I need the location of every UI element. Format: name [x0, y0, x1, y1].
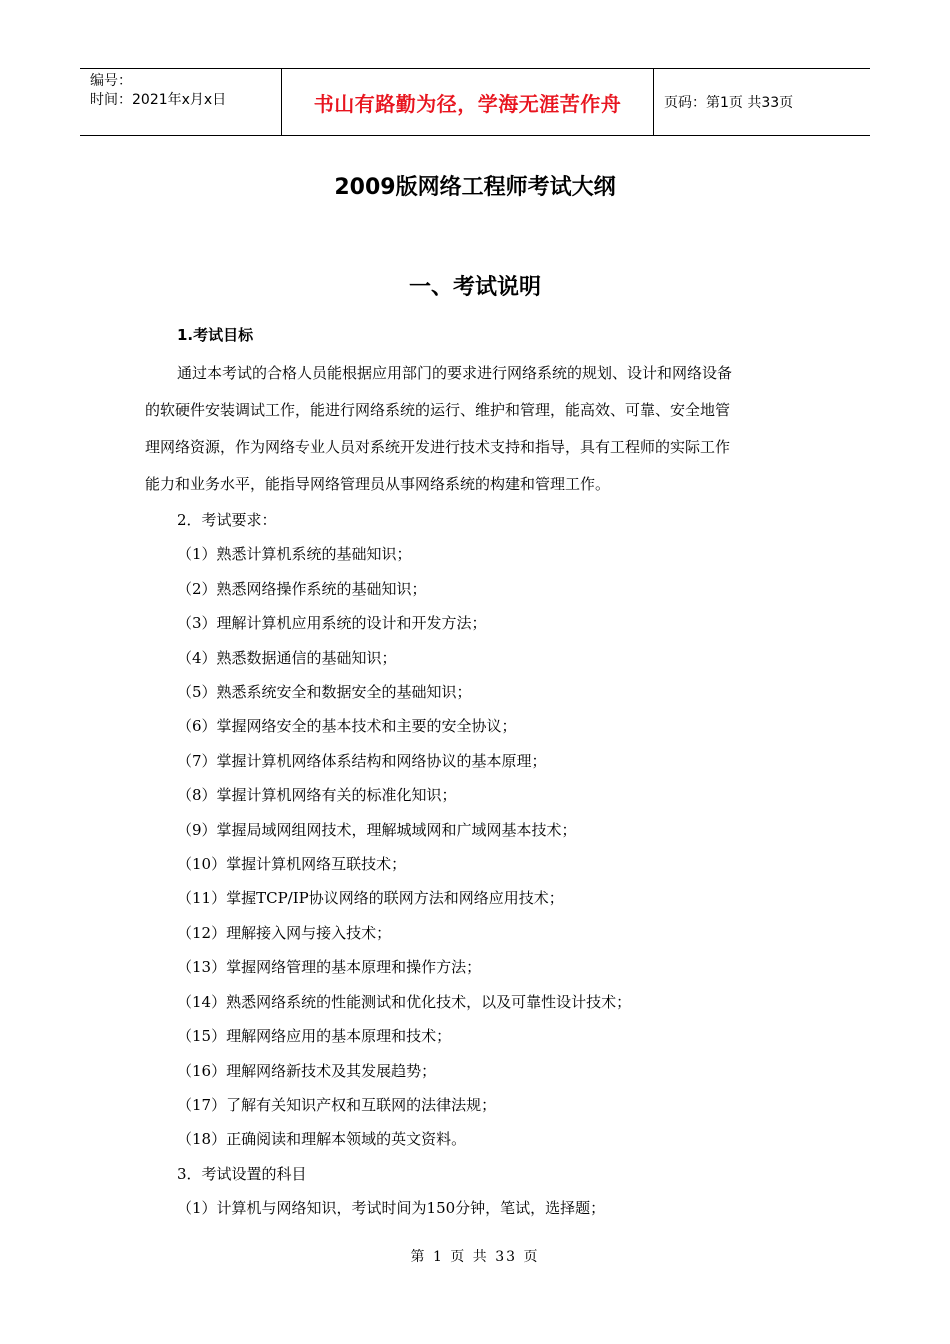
- paragraph-line: 通过本考试的合格人员能根据应用部门的要求进行网络系统的规划、设计和网络设备: [177, 364, 733, 382]
- list-item: （16）理解网络新技术及其发展趋势；: [177, 1061, 437, 1080]
- subheading-exam-subjects: 3．考试设置的科目: [177, 1164, 307, 1183]
- exam-goal-paragraph: [145, 355, 810, 503]
- document-time-label: 时间：2021年x月x日: [90, 92, 227, 108]
- list-item: （4）熟悉数据通信的基础知识；: [177, 648, 397, 667]
- page-footer: 第 1 页 共 33 页: [410, 1249, 540, 1265]
- list-item: （12）理解接入网与接入技术；: [177, 923, 392, 942]
- subjects-list: [145, 1191, 810, 1225]
- list-item: （2）熟悉网络操作系统的基础知识；: [177, 579, 427, 598]
- header-meta-cell: [80, 69, 281, 135]
- list-item: （17）了解有关知识产权和互联网的法律法规；: [177, 1095, 497, 1114]
- paragraph-line: 的软硬件安装调试工作，能进行网络系统的运行、维护和管理，能高效、可靠、安全地管: [145, 401, 731, 419]
- list-item: （6）掌握网络安全的基本技术和主要的安全协议；: [177, 717, 517, 736]
- list-item: （15）理解网络应用的基本原理和技术；: [177, 1027, 452, 1046]
- paragraph-line: 能力和业务水平，能指导网络管理员从事网络系统的构建和管理工作。: [145, 475, 611, 493]
- list-item: （1）计算机与网络知识，考试时间为150分钟，笔试，选择题；: [177, 1199, 606, 1218]
- header-motto: 书山有路勤为径，学海无涯苦作舟: [281, 69, 654, 135]
- subheading-exam-goal: 1.考试目标: [177, 326, 254, 344]
- list-item: （18）正确阅读和理解本领域的英文资料。: [177, 1130, 467, 1149]
- header-page-info: 页码：第1页 共33页: [664, 95, 794, 111]
- section-title: 一、考试说明: [408, 275, 541, 300]
- document-body: [145, 322, 810, 1226]
- list-item: （1）熟悉计算机系统的基础知识；: [177, 545, 412, 564]
- document-title: 2009版网络工程师考试大纲: [334, 175, 616, 200]
- paragraph-line: 理网络资源，作为网络专业人员对系统开发进行技术支持和指导，具有工程师的实际工作: [145, 438, 731, 456]
- list-item: （13）掌握网络管理的基本原理和操作方法；: [177, 958, 482, 977]
- list-item: （7）掌握计算机网络体系结构和网络协议的基本原理；: [177, 751, 547, 770]
- header-table: [80, 68, 870, 136]
- list-item: （3）理解计算机应用系统的设计和开发方法；: [177, 614, 487, 633]
- requirements-list: [145, 537, 810, 1156]
- list-item: （8）掌握计算机网络有关的标准化知识；: [177, 786, 457, 805]
- list-item: （11）掌握TCP/IP协议网络的联网方法和网络应用技术；: [177, 889, 564, 908]
- list-item: （10）掌握计算机网络互联技术；: [177, 855, 407, 874]
- list-item: （9）掌握局域网组网技术，理解城域网和广域网基本技术；: [177, 820, 577, 839]
- list-item: （14）熟悉网络系统的性能测试和优化技术，以及可靠性设计技术；: [177, 992, 632, 1011]
- subheading-exam-requirements: 2．考试要求：: [177, 511, 277, 529]
- document-number-label: 编号：: [90, 73, 132, 89]
- list-item: （5）熟悉系统安全和数据安全的基础知识；: [177, 683, 472, 702]
